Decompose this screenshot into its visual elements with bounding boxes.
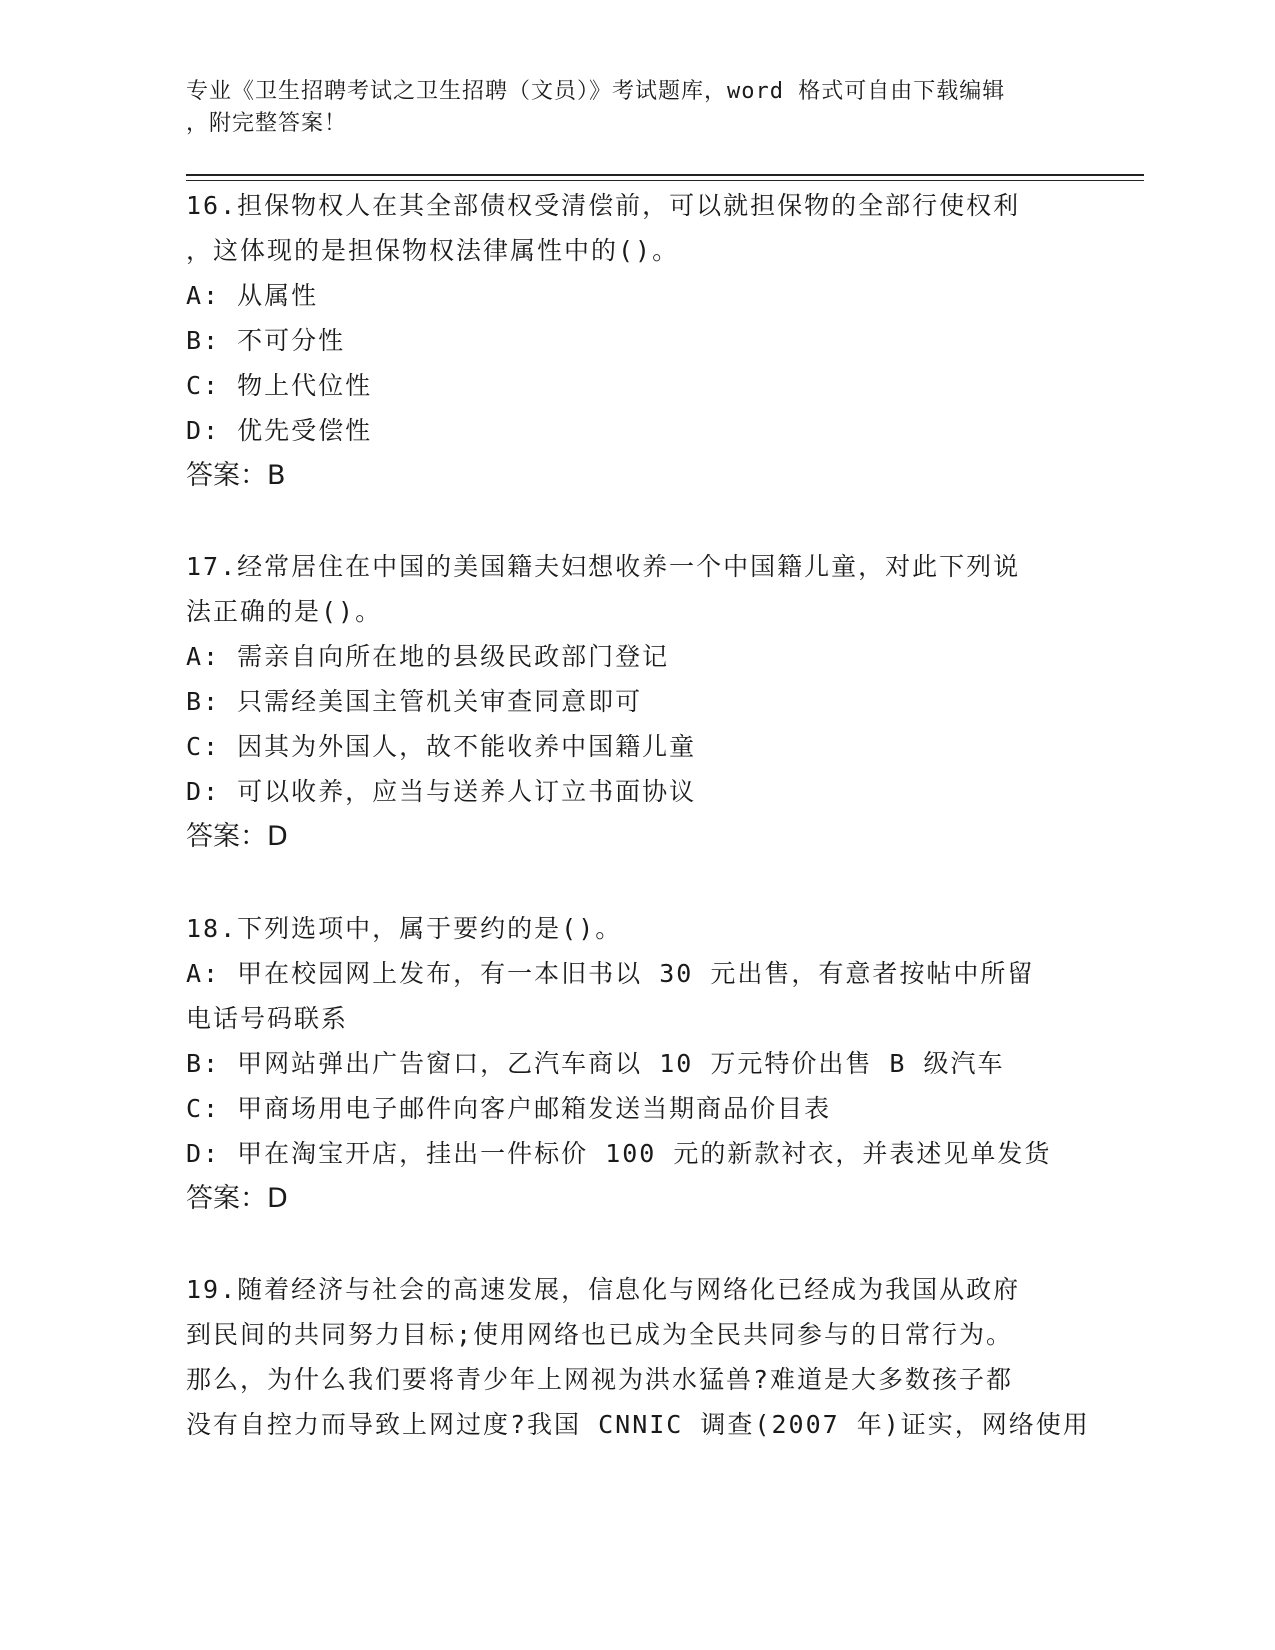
question-17 (186, 544, 1086, 859)
header-line-1: 专业《卫生招聘考试之卫生招聘（文员）》考试题库，word 格式可自由下载编辑 (186, 79, 1006, 104)
option-c: C: 因其为外国人，故不能收养中国籍儿童 (186, 732, 697, 761)
question-stem-line: 没有自控力而导致上网过度?我国 CNNIC 调查(2007 年)证实，网络使用 (186, 1410, 1090, 1439)
answer-label: 答案：D (186, 1183, 288, 1214)
answer-label: 答案：B (186, 460, 286, 491)
header-divider-thin (186, 180, 1144, 181)
option-a: A: 需亲自向所在地的县级民政部门登记 (186, 642, 670, 671)
option-b: B: 只需经美国主管机关审查同意即可 (186, 687, 643, 716)
question-stem-line: 17.经常居住在中国的美国籍夫妇想收养一个中国籍儿童，对此下列说 (186, 552, 1021, 581)
option-a-continued: 电话号码联系 (186, 1004, 349, 1033)
question-16 (186, 183, 1086, 498)
option-d: D: 优先受偿性 (186, 416, 373, 445)
question-19 (186, 1267, 1090, 1447)
option-d: D: 甲在淘宝开店，挂出一件标价 100 元的新款衬衣，并表述见单发货 (186, 1139, 1052, 1168)
question-stem-line: 法正确的是()。 (186, 597, 383, 626)
header-line-2: ，附完整答案！ (186, 111, 348, 136)
answer-label: 答案：D (186, 821, 288, 852)
question-stem-line: 那么，为什么我们要将青少年上网视为洪水猛兽?难道是大多数孩子都 (186, 1365, 1014, 1394)
option-a: A: 甲在校园网上发布，有一本旧书以 30 元出售，有意者按帖中所留 (186, 959, 1035, 988)
question-stem-line: 19.随着经济与社会的高速发展，信息化与网络化已经成为我国从政府 (186, 1275, 1021, 1304)
option-b: B: 不可分性 (186, 326, 346, 355)
question-18 (186, 906, 1086, 1221)
option-c: C: 物上代位性 (186, 371, 373, 400)
question-stem-line: 18.下列选项中，属于要约的是()。 (186, 914, 623, 943)
option-a: A: 从属性 (186, 281, 319, 310)
question-stem-line: 16.担保物权人在其全部债权受清偿前，可以就担保物的全部行使权利 (186, 191, 1021, 220)
option-c: C: 甲商场用电子邮件向客户邮箱发送当期商品价目表 (186, 1094, 832, 1123)
document-header (186, 76, 1076, 140)
question-stem-line: ，这体现的是担保物权法律属性中的()。 (186, 236, 680, 265)
question-stem-line: 到民间的共同努力目标;使用网络也已成为全民共同参与的日常行为。 (186, 1320, 1014, 1349)
option-b: B: 甲网站弹出广告窗口，乙汽车商以 10 万元特价出售 B 级汽车 (186, 1049, 1005, 1078)
header-divider-thick (186, 174, 1144, 176)
option-d: D: 可以收养，应当与送养人订立书面协议 (186, 777, 697, 806)
